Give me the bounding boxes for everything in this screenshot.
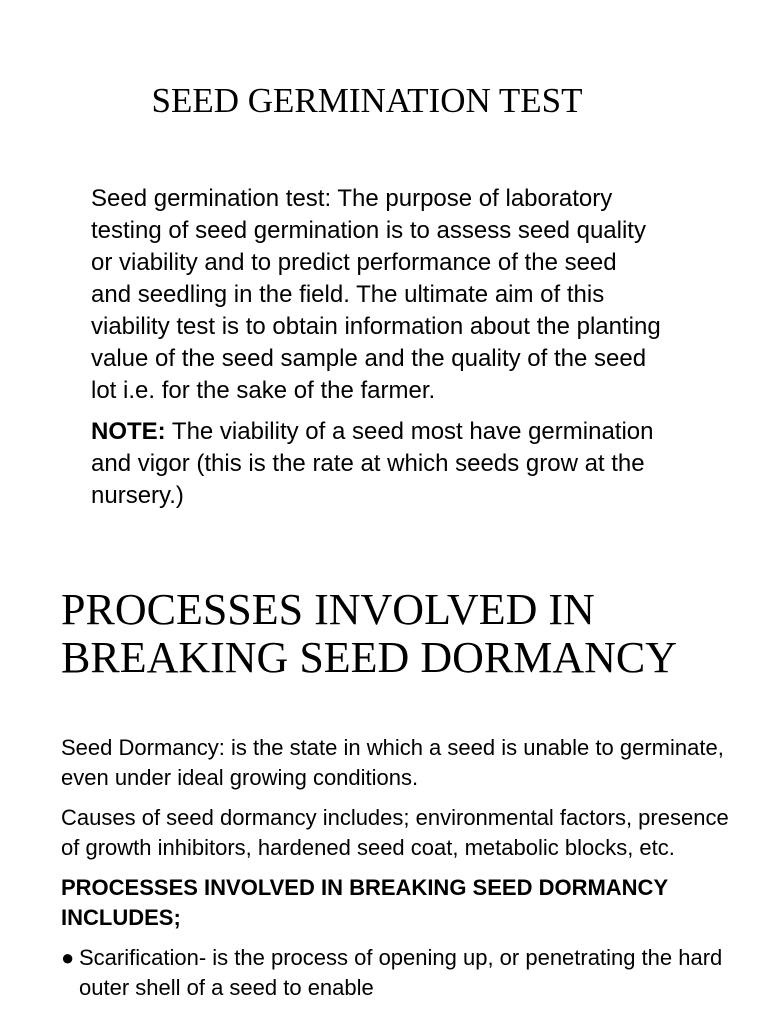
- dormancy-heading: PROCESSES INVOLVED IN BREAKING SEED DORMANCY: [61, 585, 678, 682]
- bullet-icon: ●: [61, 945, 75, 970]
- note-label: NOTE:: [91, 418, 166, 445]
- list-item: [61, 943, 751, 1003]
- germination-test-paragraph: Seed germination test: The purpose of laboratory testing of seed germination is to assess seed quality or viability and to predict performance of the seed and seedling in the field. The ultimate aim of this viability test is to obtain information about the planting value of the seed sample and the quality of the seed lot i.e. for the sake of the farmer.: [91, 185, 661, 404]
- page-title: SEED GERMINATION TEST: [151, 81, 583, 120]
- dormancy-section: [61, 733, 751, 1013]
- note-text: The viability of a seed most have germination and vigor (this is the rate at which seeds grow at the nursery.): [91, 418, 654, 509]
- germination-test-section: [91, 183, 661, 521]
- list-item-text: Scarification- is the process of opening up, or penetrating the hard outer shell of a seed to enable: [79, 945, 723, 1000]
- note-paragraph: [91, 416, 661, 512]
- dormancy-causes: Causes of seed dormancy includes; environmental factors, presence of growth inhibitors, hardened seed coat, metabolic blocks, etc.: [61, 805, 729, 860]
- processes-subheading: PROCESSES INVOLVED IN BREAKING SEED DORMANCY INCLUDES;: [61, 875, 668, 930]
- dormancy-definition: Seed Dormancy: is the state in which a seed is unable to germinate, even under ideal growing conditions.: [61, 735, 724, 790]
